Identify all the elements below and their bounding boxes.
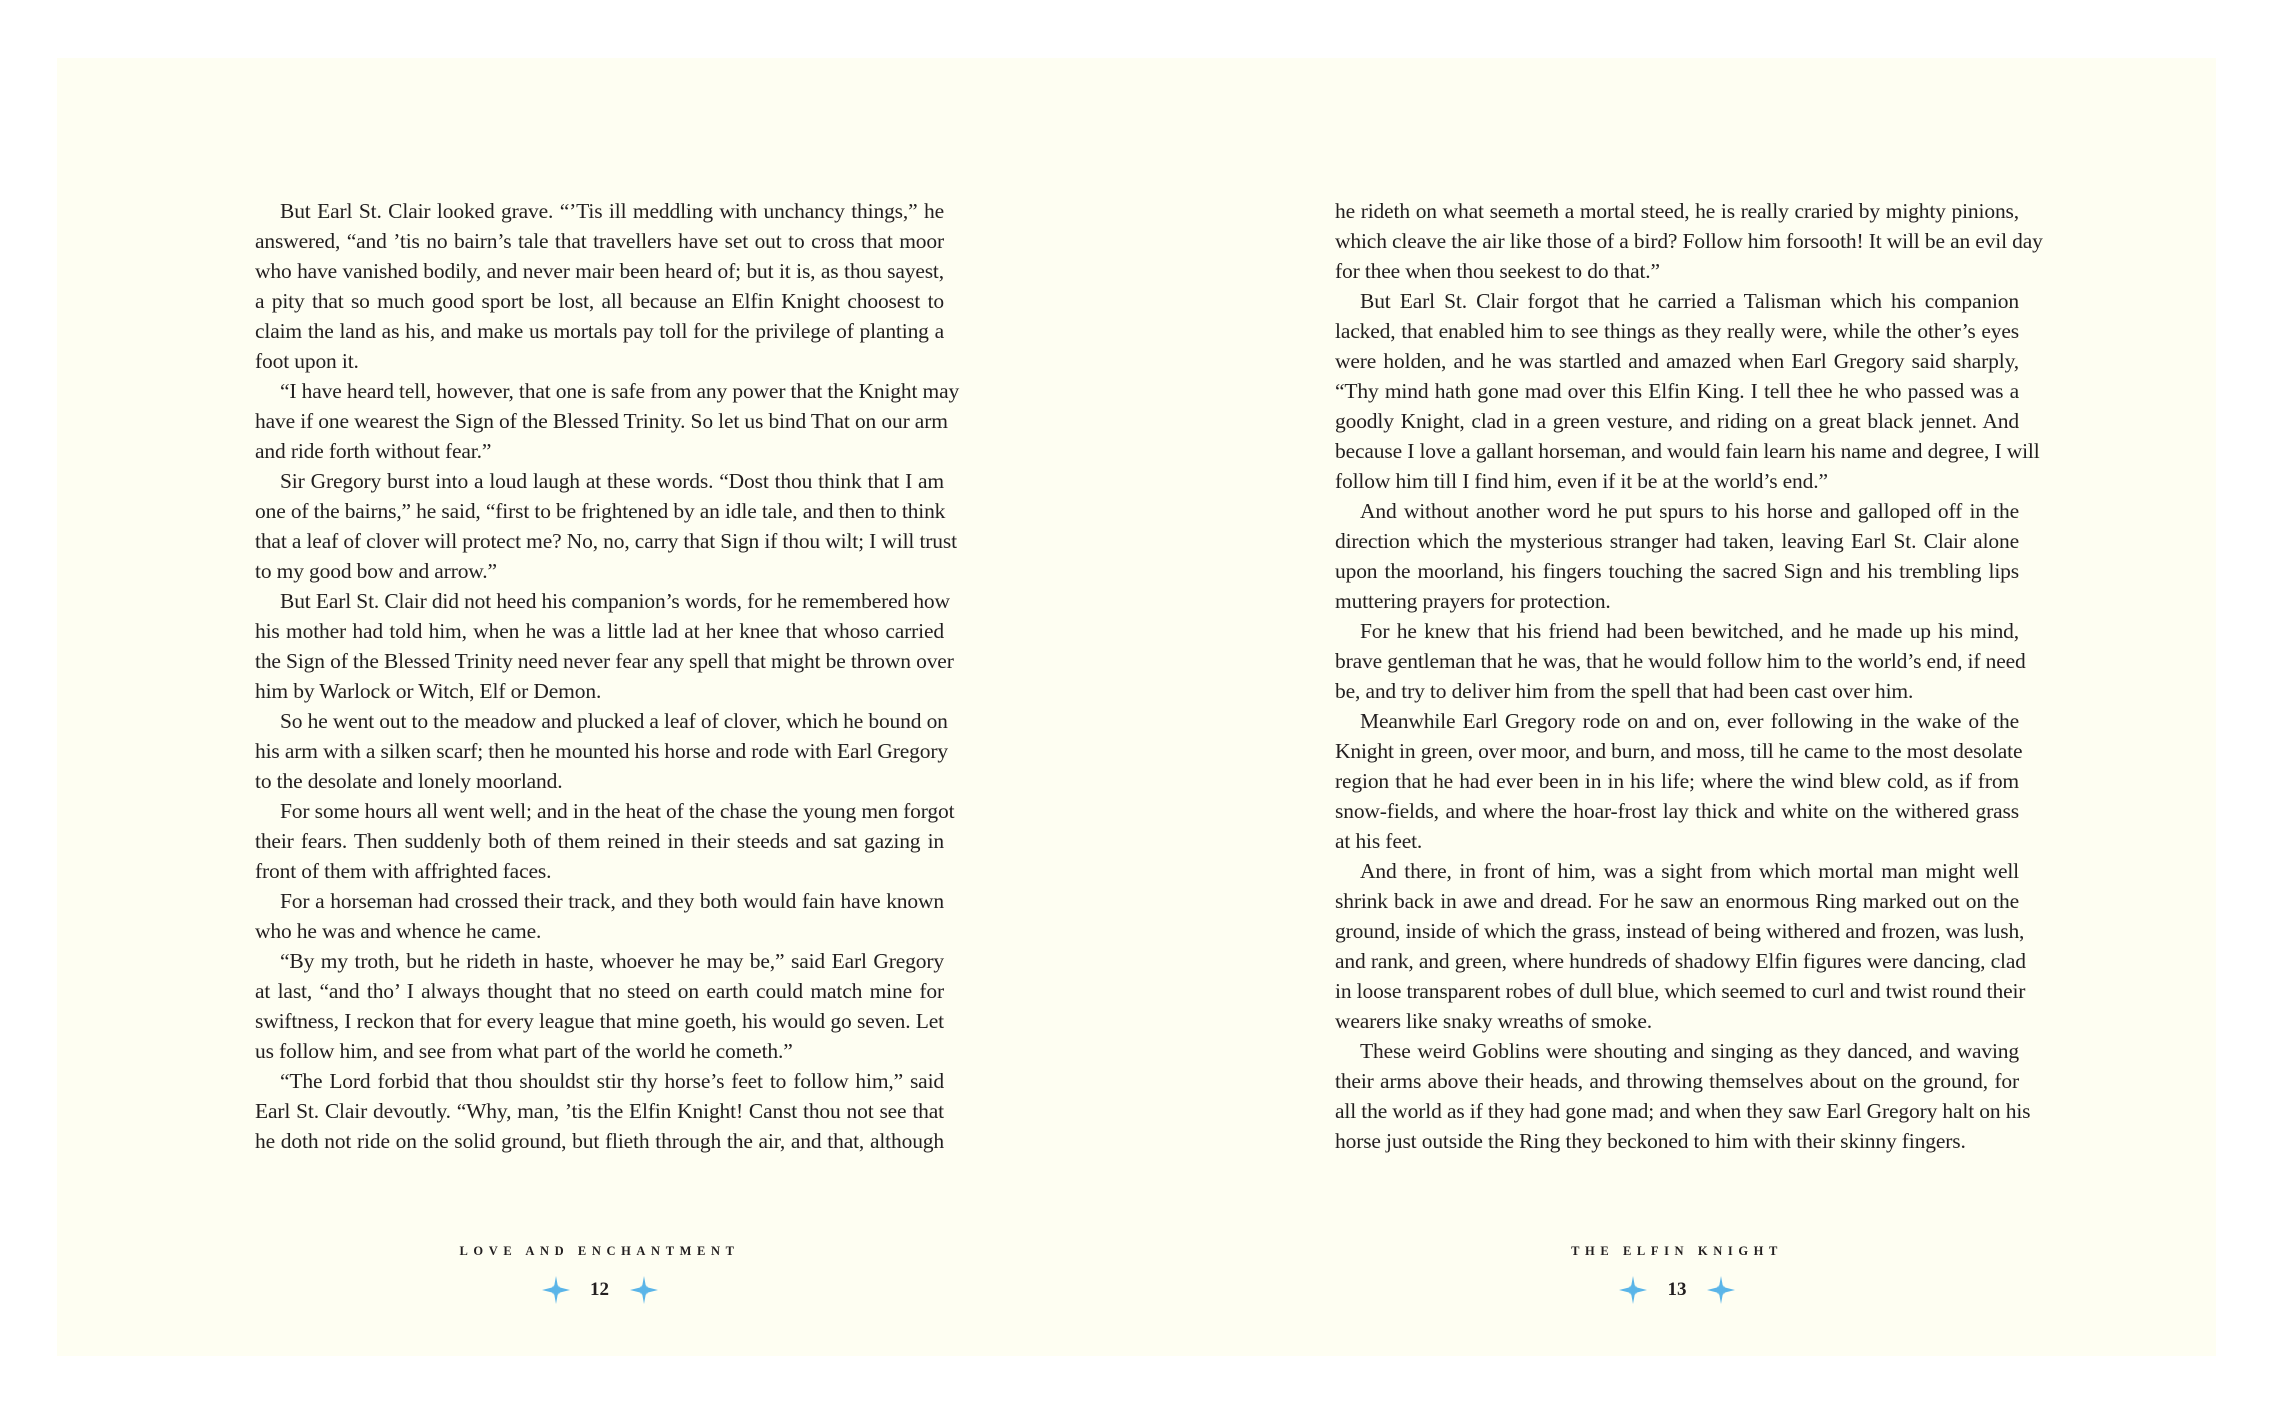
four-point-star-icon [630,1276,658,1304]
text-line: at last, “and tho’ I always thought that no steed on earth could match mine for [255,979,944,1003]
text-line: who he was and whence he came. [255,919,542,943]
text-line: horse just outside the Ring they beckoned to him with their skinny fingers. [1335,1129,1966,1153]
text-line: Sir Gregory burst into a loud laugh at these words. “Dost thou think that I am [280,469,944,493]
text-line: For some hours all went well; and in the heat of the chase the young men forgot [280,799,955,823]
text-line: to my good bow and arrow.” [255,559,497,583]
text-line: at his feet. [1335,829,1423,853]
text-line: which cleave the air like those of a bird? Follow him forsooth! It will be an evil day [1335,229,2043,253]
left-running-head: LOVE AND ENCHANTMENT [459,1244,740,1258]
text-line: These weird Goblins were shouting and singing as they danced, and waving [1360,1039,2019,1063]
text-line: follow him till I find him, even if it be at the world’s end.” [1335,469,1828,493]
four-point-star-icon [1619,1276,1647,1304]
text-line: wearers like snaky wreaths of smoke. [1335,1009,1652,1033]
four-point-star-icon [1707,1276,1735,1304]
text-line: the Sign of the Blessed Trinity need never fear any spell that might be thrown over [255,649,954,673]
text-line: But Earl St. Clair did not heed his companion’s words, for he remembered how [280,589,950,613]
text-line: him by Warlock or Witch, Elf or Demon. [255,679,602,703]
text-line: one of the bairns,” he said, “first to be frightened by an idle tale, and then to think [255,499,946,523]
text-line: lacked, that enabled him to see things as they really were, while the other’s eyes [1335,319,2019,343]
text-line: he rideth on what seemeth a mortal steed, he is really craried by mighty pinions, [1335,199,2019,223]
text-line: and rank, and green, where hundreds of shadowy Elfin figures were dancing, clad [1335,949,2026,973]
text-line: ground, inside of which the grass, instead of being withered and frozen, was lush, [1335,919,2025,943]
text-line: us follow him, and see from what part of the world he cometh.” [255,1039,793,1063]
text-line: claim the land as his, and make us mortals pay toll for the privilege of planting a [255,319,944,343]
text-line: their arms above their heads, and throwing themselves about on the ground, for [1335,1069,2019,1093]
page-number: 13 [1667,1279,1687,1300]
text-line: “The Lord forbid that thou shouldst stir thy horse’s feet to follow him,” said [280,1069,944,1093]
page-number: 12 [590,1279,609,1300]
text-line: region that he had ever been in in his life; where the wind blew cold, as if from [1335,769,2019,793]
text-line: But Earl St. Clair looked grave. “’Tis ill meddling with unchancy things,” he [280,199,944,223]
text-line: direction which the mysterious stranger had taken, leaving Earl St. Clair alone [1335,529,2019,553]
text-line: But Earl St. Clair forgot that he carried a Talisman which his companion [1360,289,2019,313]
text-line: “By my troth, but he rideth in haste, whoever he may be,” said Earl Gregory [280,949,944,973]
text-line: who have vanished bodily, and never mair been heard of; but it is, as thou sayest, [255,259,944,283]
text-line: brave gentleman that he was, that he would follow him to the world’s end, if need [1335,649,2026,673]
text-line: in loose transparent robes of dull blue, which seemed to curl and twist round their [1335,979,2026,1003]
text-line: that a leaf of clover will protect me? No, no, carry that Sign if thou wilt; I will trust [255,529,957,553]
text-line: swiftness, I reckon that for every league that mine goeth, his would go seven. Let [255,1009,944,1033]
text-line: muttering prayers for protection. [1335,589,1611,613]
text-line: his arm with a silken scarf; then he mounted his horse and rode with Earl Gregory [255,739,948,763]
text-line: foot upon it. [255,349,359,373]
text-line: So he went out to the meadow and plucked a leaf of clover, which he bound on [280,709,948,733]
book-spread [57,58,2216,1356]
text-line: For he knew that his friend had been bewitched, and he made up his mind, [1360,619,2019,643]
text-line: And without another word he put spurs to his horse and galloped off in the [1360,499,2019,523]
text-line: Meanwhile Earl Gregory rode on and on, ever following in the wake of the [1360,709,2019,733]
four-point-star-icon [542,1276,570,1304]
text-line: and ride forth without fear.” [255,439,492,463]
text-line: “Thy mind hath gone mad over this Elfin King. I tell thee he who passed was a [1335,379,2019,403]
text-line: Knight in green, over moor, and burn, and moss, till he came to the most desolate [1335,739,2023,763]
text-line: be, and try to deliver him from the spell that had been cast over him. [1335,679,1914,703]
text-line: goodly Knight, clad in a green vesture, and riding on a great black jennet. And [1335,409,2019,433]
text-line: their fears. Then suddenly both of them reined in their steeds and sat gazing in [255,829,944,853]
text-line: were holden, and he was startled and amazed when Earl Gregory said sharply, [1335,349,2019,373]
text-line: “I have heard tell, however, that one is safe from any power that the Knight may [280,379,960,403]
left-folio [255,1272,944,1308]
text-line: For a horseman had crossed their track, and they both would fain have known [280,889,944,913]
text-line: all the world as if they had gone mad; and when they saw Earl Gregory halt on his [1335,1099,2031,1123]
text-line: have if one wearest the Sign of the Blessed Trinity. So let us bind That on our arm [255,409,948,433]
text-line: for thee when thou seekest to do that.” [1335,259,1660,283]
text-line: upon the moorland, his fingers touching the sacred Sign and his trembling lips [1335,559,2019,583]
text-line: Earl St. Clair devoutly. “Why, man, ’tis the Elfin Knight! Canst thou not see that [255,1099,944,1123]
text-line: answered, “and ’tis no bairn’s tale that travellers have set out to cross that moor [255,229,944,253]
text-line: a pity that so much good sport be lost, all because an Elfin Knight choosest to [255,289,944,313]
text-line: shrink back in awe and dread. For he saw an enormous Ring marked out on the [1335,889,2019,913]
text-line: And there, in front of him, was a sight from which mortal man might well [1360,859,2019,883]
right-running-head: THE ELFIN KNIGHT [1571,1244,1783,1258]
text-line: snow-fields, and where the hoar-frost lay thick and white on the withered grass [1335,799,2019,823]
text-line: he doth not ride on the solid ground, but flieth through the air, and that, although [255,1129,944,1153]
right-folio [1335,1272,2019,1308]
text-line: front of them with affrighted faces. [255,859,552,883]
text-line: his mother had told him, when he was a little lad at her knee that whoso carried [255,619,944,643]
text-line: because I love a gallant horseman, and would fain learn his name and degree, I will [1335,439,2040,463]
text-line: to the desolate and lonely moorland. [255,769,563,793]
